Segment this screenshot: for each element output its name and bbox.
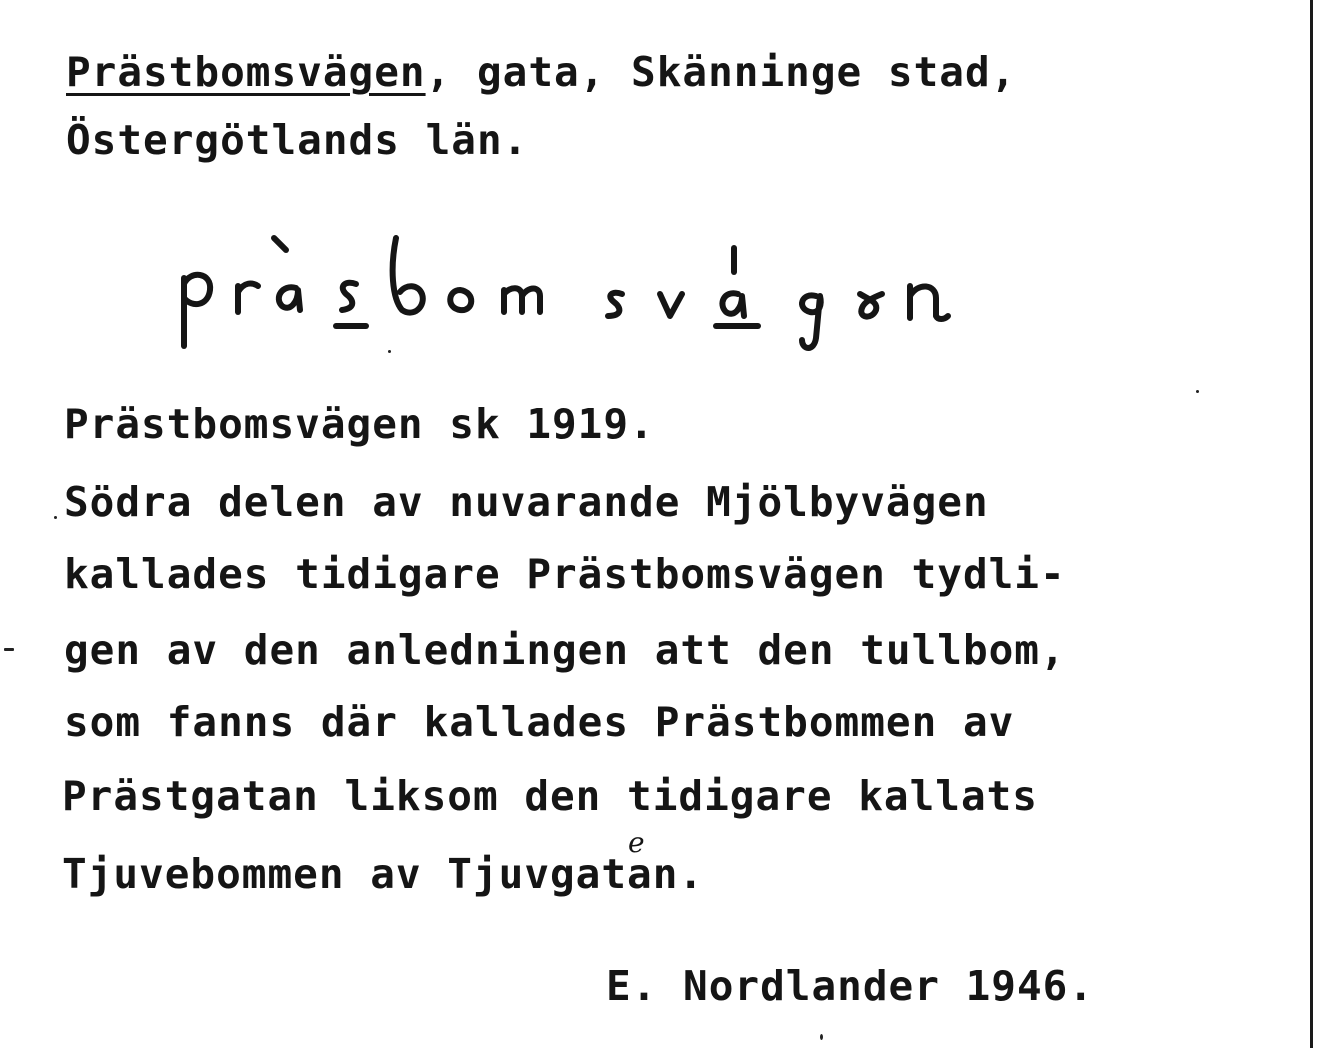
handwritten-phonetic-transcription xyxy=(170,228,970,368)
body-line-4: gen av den anledningen att den tullbom, xyxy=(64,626,1066,674)
heading-location: , gata, Skänninge stad, xyxy=(425,48,1017,96)
scan-mark xyxy=(4,648,14,651)
heading-county: Östergötlands län. xyxy=(66,116,529,164)
card-heading xyxy=(66,48,1017,96)
street-name: Prästbomsvägen xyxy=(66,48,426,96)
scan-speck xyxy=(820,1034,823,1040)
card-edge-line xyxy=(1310,0,1313,1048)
body-line-1: Prästbomsvägen sk 1919. xyxy=(64,400,655,448)
scan-speck xyxy=(54,516,57,519)
body-line-3: kallades tidigare Prästbomsvägen tydli- xyxy=(64,550,1066,598)
scan-speck xyxy=(1196,390,1199,393)
body-line-7: Tjuvebommen av Tjuvgatan. xyxy=(62,850,705,898)
body-line-2: Södra delen av nuvarande Mjölbyvägen xyxy=(64,478,989,526)
signature: E. Nordlander 1946. xyxy=(606,962,1094,1010)
body-line-6: Prästgatan liksom den tidigare kallats xyxy=(62,772,1038,820)
handwritten-correction: e xyxy=(628,826,645,859)
body-line-5: som fanns där kallades Prästbommen av xyxy=(64,698,1015,746)
scan-speck xyxy=(388,350,391,353)
